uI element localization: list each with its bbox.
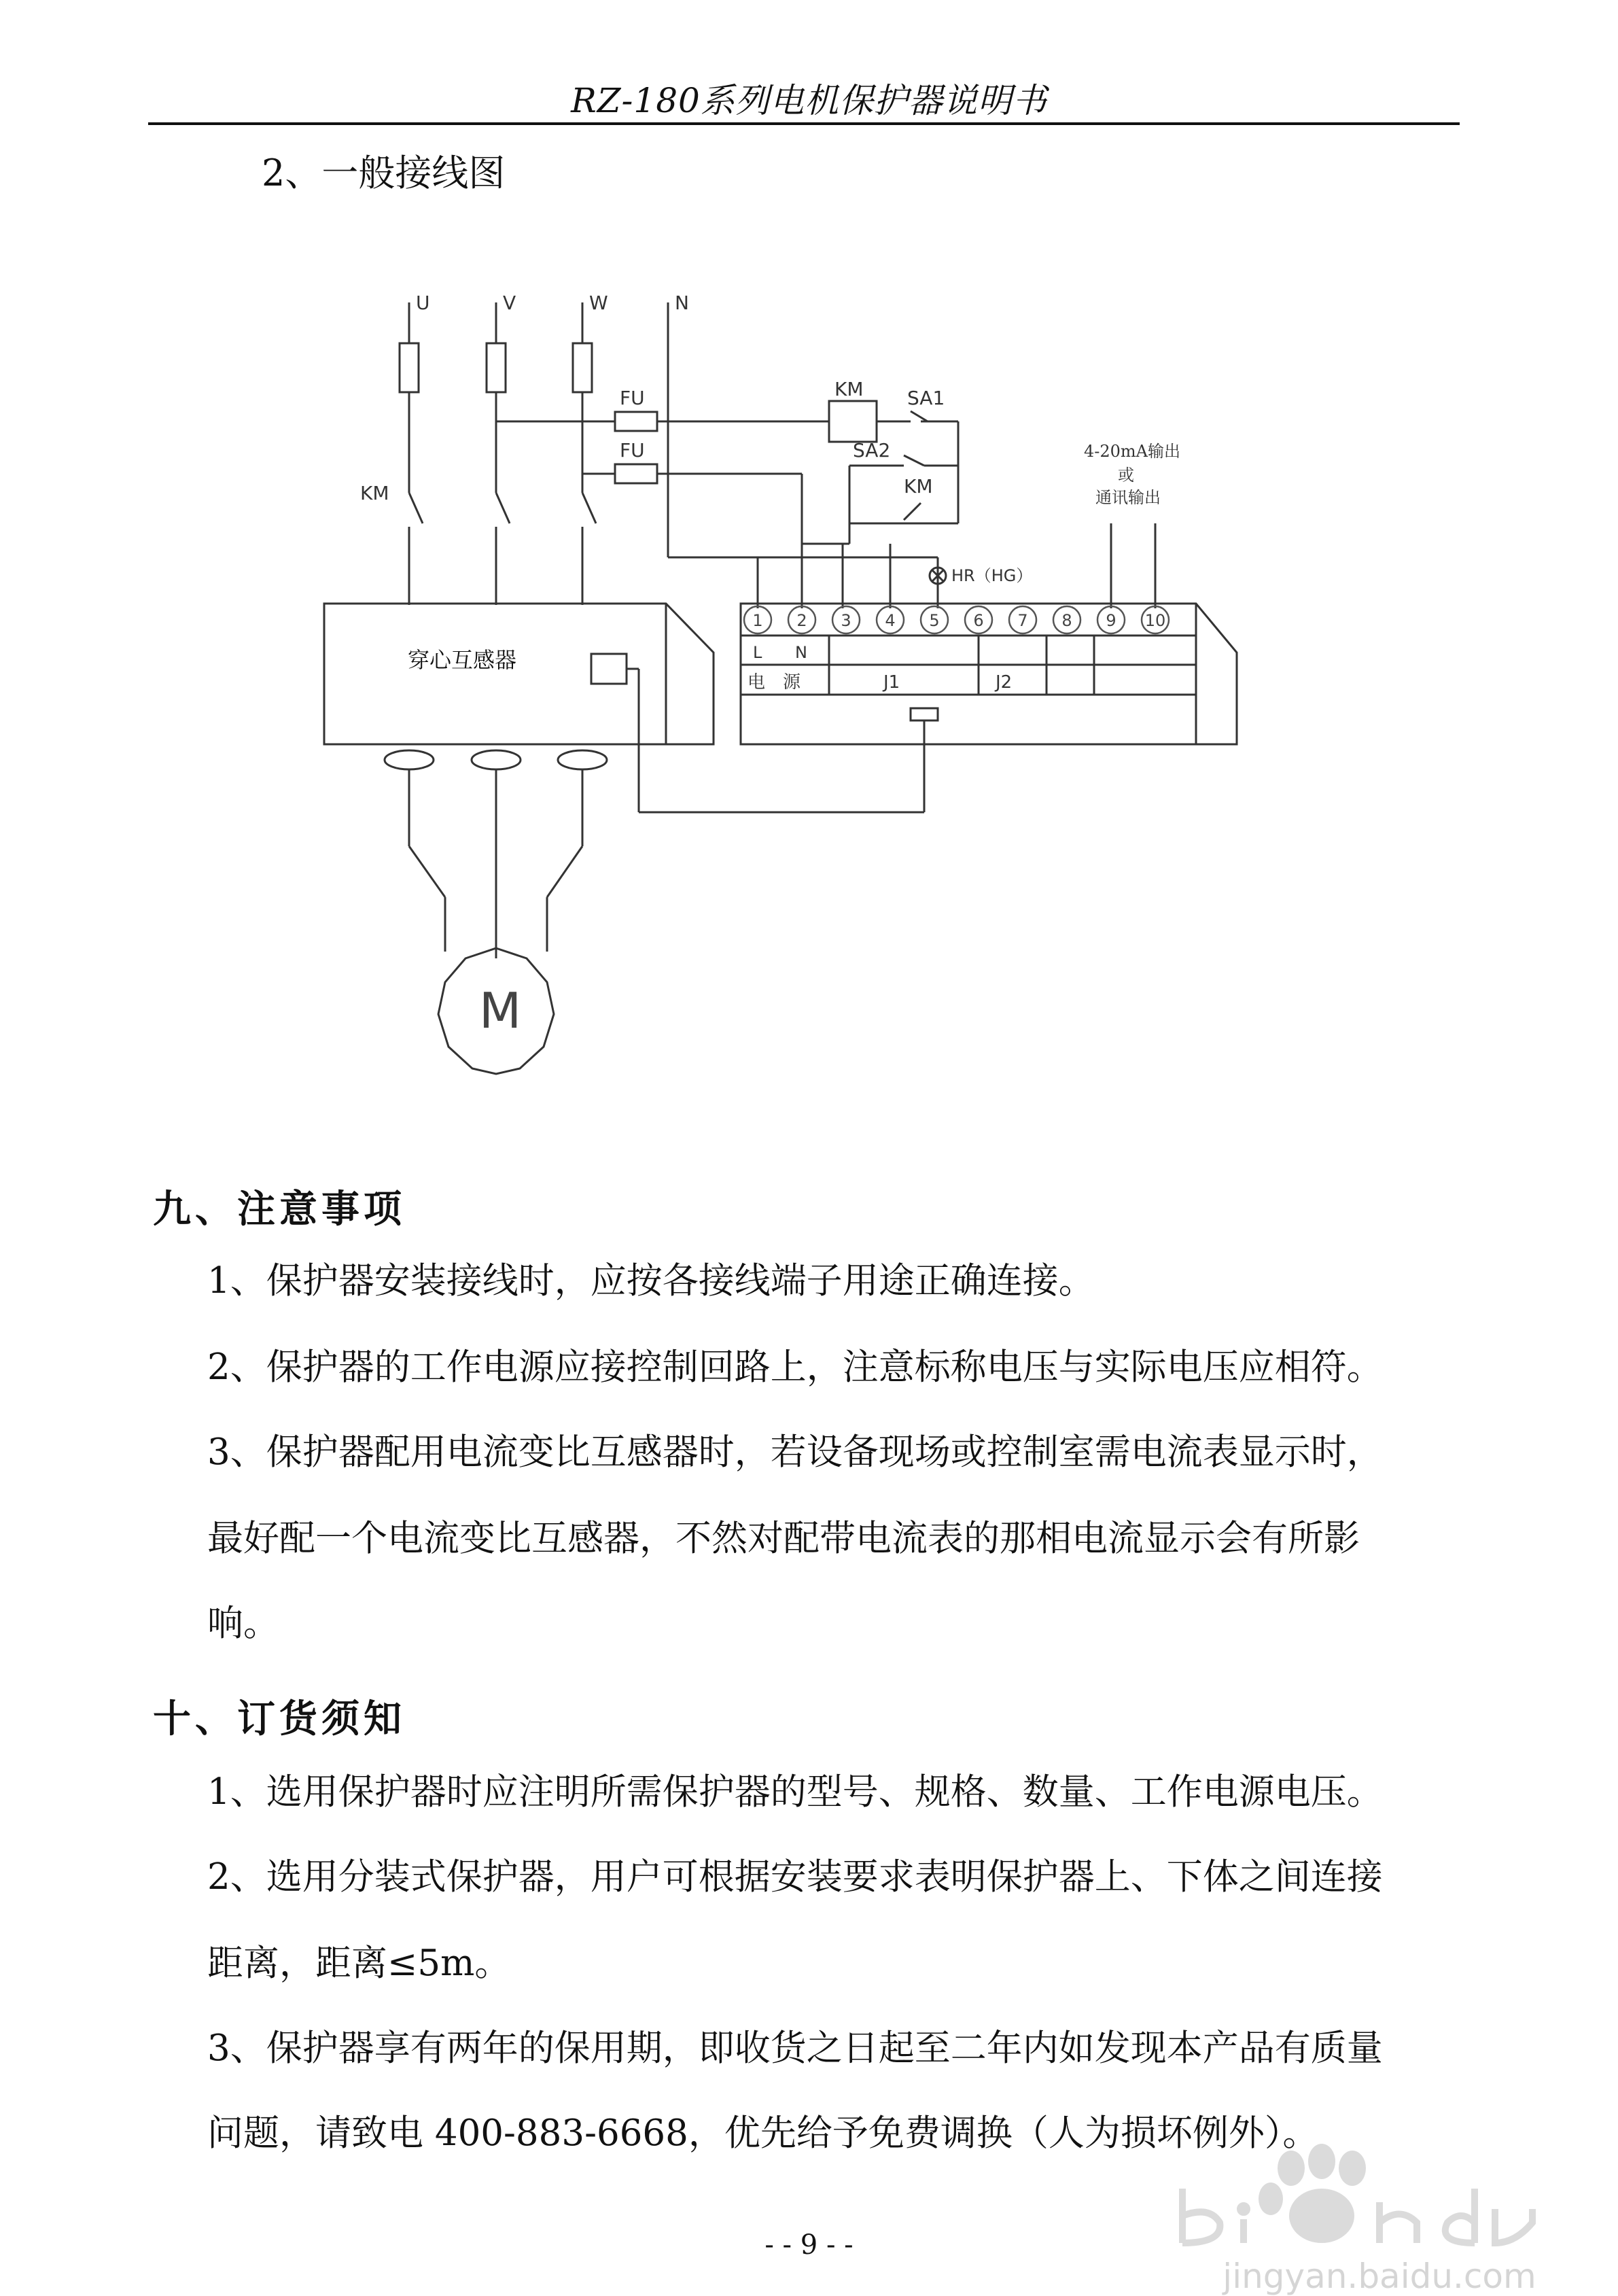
section10-item-1: 1、选用保护器时应注明所需保护器的型号、规格、数量、工作电源电压。 xyxy=(207,1771,1383,1813)
section10-item-2: 2、选用分装式保护器，用户可根据安装要求表明保护器上、下体之间连接 xyxy=(207,1856,1383,1898)
label-term-l: L xyxy=(753,643,762,662)
diagram-title: 2、一般接线图 xyxy=(262,152,506,194)
terminal-label-7: 7 xyxy=(1017,611,1028,630)
label-motor: M xyxy=(479,982,522,1039)
section9-item-3-cont2: 响。 xyxy=(207,1603,279,1644)
label-km-coil: KM xyxy=(834,378,864,400)
header-title: RZ-180系列电机保护器说明书 xyxy=(571,81,1047,120)
label-j1: J1 xyxy=(883,672,900,693)
section9-item-2: 2、保护器的工作电源应接控制回路上，注意标称电压与实际电压应相符。 xyxy=(207,1346,1383,1388)
terminal-label-10: 10 xyxy=(1144,611,1166,630)
section9-item-3-cont1: 最好配一个电流变比互感器，不然对配带电流表的那相电流显示会有所影 xyxy=(207,1518,1360,1559)
section10-item-2-cont: 距离，距离≤5m。 xyxy=(207,1943,511,1984)
label-output-1: 4-20mA输出 xyxy=(1084,442,1181,461)
section10-item-3-cont: 问题，请致电 400-883-6668，优先给予免费调换（人为损坏例外）。 xyxy=(207,2112,1319,2154)
label-v: V xyxy=(503,292,516,314)
label-j2: J2 xyxy=(996,672,1013,693)
label-fu1: FU xyxy=(620,387,645,409)
terminal-label-5: 5 xyxy=(929,611,940,630)
label-ct: 穿心互感器 xyxy=(408,647,517,673)
label-power: 电 源 xyxy=(748,672,801,693)
terminal-label-3: 3 xyxy=(841,611,851,630)
label-u: U xyxy=(416,292,430,314)
terminal-label-8: 8 xyxy=(1061,611,1072,630)
label-output-3: 通讯输出 xyxy=(1095,488,1161,507)
terminal-label-6: 6 xyxy=(973,611,984,630)
terminal-label-2: 2 xyxy=(796,611,807,630)
section10-heading: 十、订货须知 xyxy=(153,1697,406,1741)
terminal-label-9: 9 xyxy=(1106,611,1116,630)
label-hr: HR（HG） xyxy=(951,566,1033,585)
label-w: W xyxy=(589,292,608,314)
section9-item-1: 1、保护器安装接线时，应按各接线端子用途正确连接。 xyxy=(207,1260,1095,1302)
paw-icon xyxy=(1155,2141,1604,2257)
label-sa2: SA2 xyxy=(853,439,891,462)
label-output-2: 或 xyxy=(1118,466,1134,485)
baidu-watermark xyxy=(1155,2141,1604,2296)
terminal-label-4: 4 xyxy=(885,611,896,630)
watermark-text: jingyan.baidu.com xyxy=(1223,2257,1536,2296)
section9-heading: 九、注意事项 xyxy=(153,1187,406,1232)
label-fu2: FU xyxy=(620,439,645,462)
label-n: N xyxy=(675,292,689,314)
label-sa1: SA1 xyxy=(907,387,945,409)
label-km-main: KM xyxy=(360,482,389,504)
terminal-label-1: 1 xyxy=(752,611,763,630)
label-term-n: N xyxy=(795,643,807,662)
section10-item-3: 3、保护器享有两年的保用期，即收货之日起至二年内如发现本产品有质量 xyxy=(207,2028,1383,2069)
page-number: - - 9 - - xyxy=(764,2229,854,2261)
section9-item-3: 3、保护器配用电流变比互感器时，若设备现场或控制室需电流表显示时， xyxy=(207,1431,1383,1473)
label-km-aux: KM xyxy=(904,475,933,498)
